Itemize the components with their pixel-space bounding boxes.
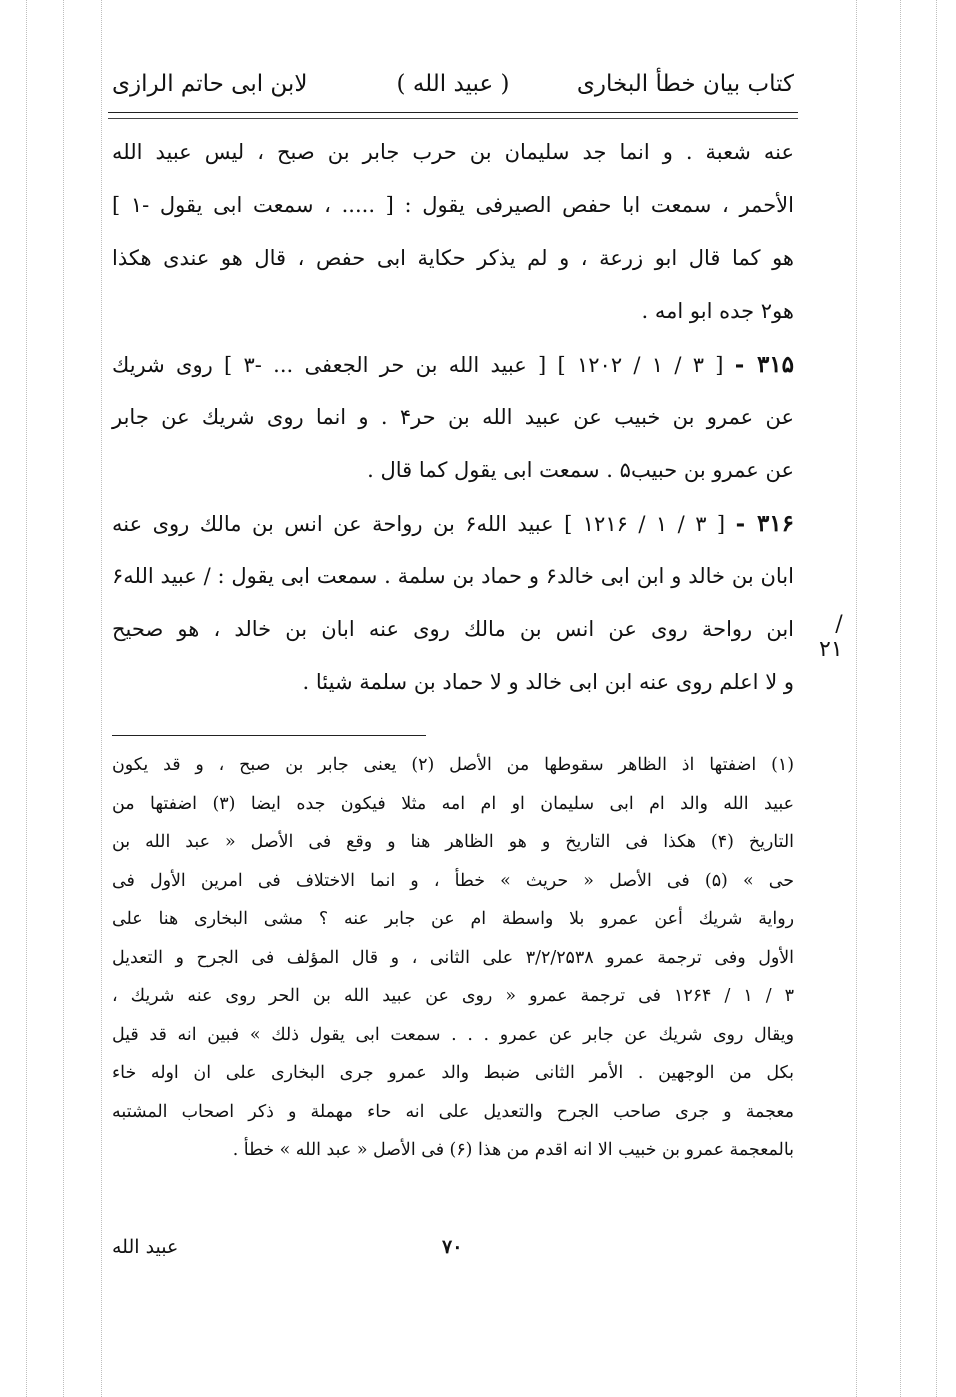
scan-guide-line (26, 0, 27, 1397)
marginal-folio-note: /۲۱ (819, 612, 843, 662)
text-line (112, 179, 794, 232)
footnote-line: عبيد الله والد ام ابى سليمان او ام امه مثلا فيكون جده ايضا (۳) اضفتها من (112, 793, 794, 814)
line-text: الأحمر ، سمعت ابا حفص الصيرفى يقول : [ ..... ، سمعت ابى يقول -۱ ] (112, 193, 794, 217)
header-section-title: ( عبيد الله ) (396, 71, 510, 97)
footnote-line: بكل من الوجهين . الأمر الثانى ضبط والد عمرو جرى البخارى على ان اوله خاء (112, 1063, 794, 1083)
text-line (112, 656, 794, 709)
entry-line (112, 338, 794, 391)
footnote-line: حى » (۵) فى الأصل « حريث » خطأ ، و انما الاختلاف فى امرين الأول فى (112, 870, 795, 891)
text-line (112, 232, 794, 285)
header-book-title: كتاب بيان خطأ البخارى (576, 71, 794, 97)
scan-guide-line (900, 0, 901, 1397)
scan-guide-line (856, 0, 857, 1397)
scan-guide-line (936, 0, 937, 1397)
text-line (112, 285, 794, 338)
header-rule (108, 112, 798, 113)
page-number: ۷۰ (442, 1236, 463, 1258)
line-text: هو۲ جده ابو امه . (641, 299, 794, 323)
footnote-separator (112, 735, 426, 736)
running-header (112, 62, 794, 106)
line-text: [ ۳ / ۱ / ۱۲۱۶ ] عبيد الله۶ بن رواحة عن انس بن مالك روى عنه (112, 512, 726, 536)
entry-number: ۳۱۵ - (734, 351, 794, 378)
footnote-line: (۱) اضفتها اذ الظاهر سقوطها من الأصل (۲) يعنى جابر بن صبح ، و قد يكون (112, 755, 794, 775)
line-text: [ ۳ / ۱ / ۱۲۰۲ ] [ عبيد الله بن حر الجعفى ... -۳ ] روى شريك (112, 353, 724, 377)
entry-line (112, 497, 794, 550)
line-text: عنه شعبة . و انما جد سليمان بن حرب جابر بن صبح ، ليس عبيد الله (112, 140, 794, 164)
header-author: لابن ابى حاتم الرازى (112, 71, 308, 97)
book-page (112, 40, 843, 1380)
scan-guide-line (63, 0, 64, 1397)
text-line (112, 550, 794, 603)
footnote-line: ويقال روى شريك عن جابر عن عمرو . . . سمعت ابى يقول ذلك » فبين انه قد قيل (112, 1024, 794, 1045)
page-footer (112, 1236, 794, 1266)
text-line (112, 444, 794, 497)
footnote-line: ۳ / ۱ / ۱۲۶۴ فى ترجمة عمرو « روى عن عبيد الله بن الحر روى عنه شريك ، (112, 986, 795, 1006)
text-line (112, 391, 794, 444)
footnote-line: الأول وفى ترجمة عمرو ۳/۲/۲۵۳۸ على الثانى ، و قال المؤلف فى الجرح و التعديل (112, 947, 794, 968)
entry-number: ۳۱۶ - (735, 510, 794, 537)
scan-guide-line (101, 0, 102, 1397)
line-text: ابن رواحة روى عن انس بن مالك روى عنه ابان بن خالد ، هو صحيح (112, 617, 794, 641)
text-line (112, 603, 794, 656)
footnote-line: رواية شريك أعن عمرو بلا واسطة ام عن جابر عنه ؟ مشى البخارى هنا على (112, 909, 794, 929)
line-text: هو كما قال ابو زرعة ، و لم يذكر حكاية ابى حفص ، قال هو عندى هكذا (112, 246, 794, 270)
line-text: و لا اعلم روى عنه ابن ابى خالد و لا حماد بن سلمة شيئا . (302, 670, 794, 694)
footnote-line: معجمة و جرى صاحب الجرح والتعديل على انه حاء مهملة و ذكر اصحاب المشتبه (112, 1101, 794, 1122)
line-text: ابان بن خالد و ابن ابى خالد۶ و حماد بن سلمة . سمعت ابى يقول : / عبيد الله۶ (112, 564, 794, 588)
footnote-line: التاريخ (۴) هكذا فى التاريخ و هو الظاهر هنا و وقع فى الأصل « عبد الله بن (112, 832, 794, 852)
text-line (112, 126, 794, 179)
footnotes (112, 746, 794, 1170)
line-text: عن عمرو بن حبيب۵ . سمعت ابى يقول كما قال . (367, 458, 794, 482)
line-text: عن عمرو بن خبيب عن عبيد الله بن حر۴ . و انما روى شريك عن جابر (112, 405, 794, 429)
header-rule-thin (108, 118, 798, 119)
footnote-line: بالمعجمة عمرو بن خبيب الا انه اقدم من هذا (۶) فى الأصل « عبد الله » خطأ . (232, 1140, 794, 1160)
main-text (112, 126, 794, 709)
catchword: عبيد الله (112, 1236, 179, 1258)
